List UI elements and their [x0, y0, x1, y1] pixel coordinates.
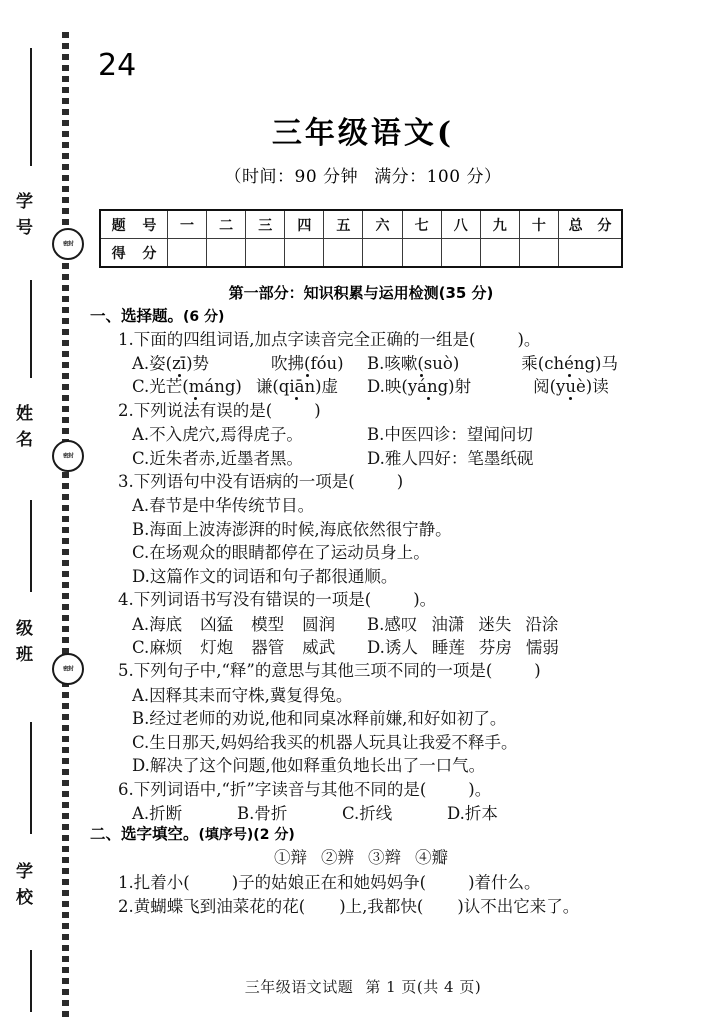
q1-opt-C-text2: 谦(qiān)虚 — [255, 377, 339, 397]
fill-2-part-a: 2.黄蝴蝶飞到油菜花的花( — [118, 897, 306, 917]
q4-opt-D-w1: 诱人 — [384, 637, 418, 657]
col-header-2: 二 — [207, 210, 246, 239]
q6-stem-text: 6.下列词语中,“折”字读音与其他不同的是( — [118, 779, 427, 799]
col-header-8: 八 — [441, 210, 480, 239]
field-label-school — [16, 860, 49, 911]
choice-bank-item-3: ③辫 — [368, 847, 401, 867]
question-2-stem — [92, 399, 630, 422]
q1-opt-A-text: 姿(zī)势 — [149, 353, 210, 373]
q4-opt-B-label: B. — [367, 614, 385, 634]
q1-opt-A-label: A. — [132, 353, 150, 373]
choice-bank — [92, 846, 630, 871]
col-header-9: 九 — [480, 210, 519, 239]
label-char: 号 — [16, 217, 49, 238]
score-cell-9[interactable] — [480, 239, 519, 268]
q2-stem-text: 2.下列说法有误的是( — [118, 400, 273, 420]
q1-stem-tail: )。 — [517, 329, 541, 349]
page-footer — [92, 976, 634, 997]
seal-stamp-icon: 密封 — [52, 228, 84, 260]
binding-rule — [30, 280, 32, 378]
q4-opt-D-w4: 懦弱 — [525, 637, 559, 657]
q4-opt-D-w3: 芬房 — [478, 637, 512, 657]
part-one-heading: 第一部分：知识积累与运用检测(35 分) — [228, 284, 494, 302]
question-3-option-A: A.春节是中华传统节目。 — [132, 496, 315, 516]
section-two-points: (填序号)(2 分) — [198, 827, 295, 844]
label-char: 校 — [16, 887, 49, 908]
q1-opt-C-text: 光芒(máng) — [149, 377, 242, 397]
q1-opt-B-text2: 乘(chéng)马 — [521, 353, 618, 373]
score-cell-5[interactable] — [324, 239, 363, 268]
q6-opt-A: A.折断 — [132, 803, 183, 823]
q4-opt-C-w2: 灯炮 — [200, 637, 234, 657]
q1-opt-D-text: 映(yáng)射 — [384, 377, 472, 397]
col-header-total: 总 分 — [559, 210, 623, 239]
field-label-class — [16, 617, 49, 668]
exam-content — [92, 286, 630, 919]
q4-opt-B-w4: 沿涂 — [525, 614, 559, 634]
q4-stem-tail: )。 — [413, 590, 437, 610]
q4-opt-B-w1: 感叹 — [384, 614, 418, 634]
q4-opt-A-w1: 海底 — [149, 614, 183, 634]
q1-opt-B-label: B. — [367, 353, 385, 373]
score-cell-6[interactable] — [363, 239, 402, 268]
question-5-option-A: A.因释其耒而守株,冀复得兔。 — [132, 685, 353, 705]
col-header-6: 六 — [363, 210, 402, 239]
label-char: 名 — [16, 429, 49, 450]
col-header-5: 五 — [324, 210, 363, 239]
q2-opt-A: A.不入虎穴,焉得虎子。 — [132, 425, 303, 445]
score-cell-8[interactable] — [441, 239, 480, 268]
score-cell-10[interactable] — [519, 239, 558, 268]
q1-stem-text: 1.下面的四组词语,加点字读音完全正确的一组是( — [118, 329, 476, 349]
label-char: 学 — [16, 862, 49, 882]
q3-stem-text: 3.下列语句中没有语病的一项是( — [118, 472, 355, 492]
label-char: 学 — [16, 192, 49, 212]
q4-opt-C-w1: 麻烦 — [149, 637, 183, 657]
fill-2-part-b: )上,我都快( — [339, 897, 424, 917]
fill-2-part-c: )认不出它来了。 — [457, 897, 580, 917]
q4-opt-D-label: D. — [367, 637, 385, 657]
question-1-options-row-2 — [92, 375, 630, 398]
question-4-options-row-2 — [92, 636, 630, 659]
q1-opt-D-label: D. — [367, 377, 385, 397]
score-cell-7[interactable] — [402, 239, 441, 268]
q5-stem-text: 5.下列句子中,“释”的意思与其他三项不同的一项是( — [118, 661, 493, 681]
seal-stamp-icon: 密封 — [52, 440, 84, 472]
exam-subtitle — [92, 162, 634, 187]
fill-1-part-a: 1.扎着小( — [118, 872, 190, 892]
choice-bank-item-1: ①辩 — [274, 847, 307, 867]
fill-item-1 — [92, 871, 630, 894]
fill-1-part-c: )着什么。 — [468, 872, 541, 892]
question-4-stem — [92, 588, 630, 611]
question-6-options-row — [92, 802, 630, 825]
q4-opt-A-w3: 模型 — [251, 614, 285, 634]
q1-opt-D-text2: 阅(yuè)读 — [533, 377, 609, 397]
page-title: 三年级语文( — [271, 116, 455, 151]
q4-opt-A-w4: 圆润 — [302, 614, 336, 634]
exam-duration: （时间：90 分钟 — [224, 167, 359, 187]
question-2-options-row-1 — [92, 423, 630, 446]
section-heading-one — [90, 309, 630, 325]
q2-stem-tail: ) — [314, 400, 321, 420]
q2-opt-D: D.雅人四好：笔墨纸砚 — [367, 448, 534, 468]
question-5-option-B: B.经过老师的劝说,他和同桌冰释前嫌,和好如初了。 — [132, 709, 507, 729]
score-cell-3[interactable] — [246, 239, 285, 268]
q2-opt-C: C.近朱者赤,近墨者黑。 — [132, 448, 304, 468]
question-3-option-B: B.海面上波涛澎湃的时候,海底依然很宁静。 — [132, 519, 452, 539]
q4-opt-C-label: C. — [132, 637, 150, 657]
q4-opt-A-w2: 凶猛 — [200, 614, 234, 634]
table-row-question-numbers — [100, 210, 622, 239]
question-2-options-row-2 — [92, 447, 630, 470]
q4-opt-A-label: A. — [132, 614, 150, 634]
q5-stem-tail: ) — [534, 661, 541, 681]
section-heading-two — [90, 827, 630, 843]
field-label-name — [16, 402, 49, 453]
col-header-1: 一 — [168, 210, 207, 239]
perforation-dashed-line — [62, 32, 69, 1022]
binding-rule — [30, 950, 32, 1012]
q4-opt-D-w2: 睡莲 — [431, 637, 465, 657]
choice-bank-item-4: ④瓣 — [415, 847, 448, 867]
q4-stem-text: 4.下列词语书写没有错误的一项是( — [118, 590, 372, 610]
q3-stem-tail: ) — [396, 472, 404, 492]
binding-rule — [30, 722, 32, 834]
col-header-4: 四 — [285, 210, 324, 239]
score-cell-2[interactable] — [207, 239, 246, 268]
col-header-7: 七 — [402, 210, 441, 239]
col-header-3: 三 — [246, 210, 285, 239]
footer-page-number: 第 1 页(共 4 页) — [365, 978, 482, 996]
fill-1-part-b: )子的姑娘正在和她妈妈争( — [231, 872, 427, 892]
q4-opt-C-w4: 威武 — [302, 637, 336, 657]
q4-opt-B-w2: 油潇 — [431, 614, 465, 634]
question-1-options-row-1 — [92, 352, 630, 375]
q1-opt-B-text: 咳嗽(suò) — [384, 353, 460, 373]
score-table — [99, 209, 623, 268]
question-3-stem — [92, 470, 630, 493]
section-one-title: 一、选择题。 — [90, 307, 184, 325]
q6-opt-C: C.折线 — [342, 803, 393, 823]
label-char: 姓 — [16, 404, 49, 424]
label-char: 级 — [16, 619, 49, 639]
binding-margin — [0, 0, 92, 1024]
section-one-points: (6 分) — [183, 309, 225, 325]
table-row-scores — [100, 239, 622, 268]
question-3-option-D: D.这篇作文的词语和句子都很通顺。 — [132, 566, 398, 586]
q6-opt-D: D.折本 — [447, 803, 498, 823]
choice-bank-item-2: ②辨 — [321, 847, 354, 867]
footer-exam-name: 三年级语文试题 — [244, 978, 354, 996]
question-5-stem — [92, 659, 630, 682]
q1-opt-C-label: C. — [132, 377, 150, 397]
question-4-options-row-1 — [92, 613, 630, 636]
binding-rule — [30, 500, 32, 592]
row-header-question-no: 题 号 — [100, 210, 168, 239]
question-3-option-C: C.在场观众的眼睛都停在了运动员身上。 — [132, 543, 430, 563]
fill-item-2 — [92, 895, 630, 918]
q2-opt-B: B.中医四诊：望闻问切 — [367, 425, 533, 445]
q6-opt-B: B.骨折 — [237, 803, 288, 823]
col-header-10: 十 — [519, 210, 558, 239]
seal-stamp-icon: 密封 — [52, 653, 84, 685]
row-header-score: 得 分 — [100, 239, 168, 268]
label-char: 班 — [16, 644, 49, 665]
q6-stem-tail: )。 — [468, 779, 492, 799]
exam-total-score: 满分：100 分） — [374, 167, 502, 187]
q1-opt-A-text2: 吹拂(fóu) — [271, 353, 344, 373]
question-5-option-C: C.生日那天,妈妈给我买的机器人玩具让我爱不释手。 — [132, 732, 518, 752]
q4-opt-C-w3: 器管 — [251, 637, 285, 657]
field-label-student-id — [16, 190, 49, 241]
question-1-stem — [92, 328, 630, 351]
score-cell-4[interactable] — [285, 239, 324, 268]
binding-rule — [30, 48, 32, 166]
score-cell-total[interactable] — [559, 239, 623, 268]
section-two-title: 二、选字填空。 — [90, 825, 199, 844]
score-cell-1[interactable] — [168, 239, 207, 268]
question-5-option-D: D.解决了这个问题,他如释重负地长出了一口气。 — [132, 756, 486, 776]
question-6-stem — [92, 778, 630, 801]
document-number: 24 — [98, 48, 137, 83]
q4-opt-B-w3: 迷失 — [478, 614, 512, 634]
